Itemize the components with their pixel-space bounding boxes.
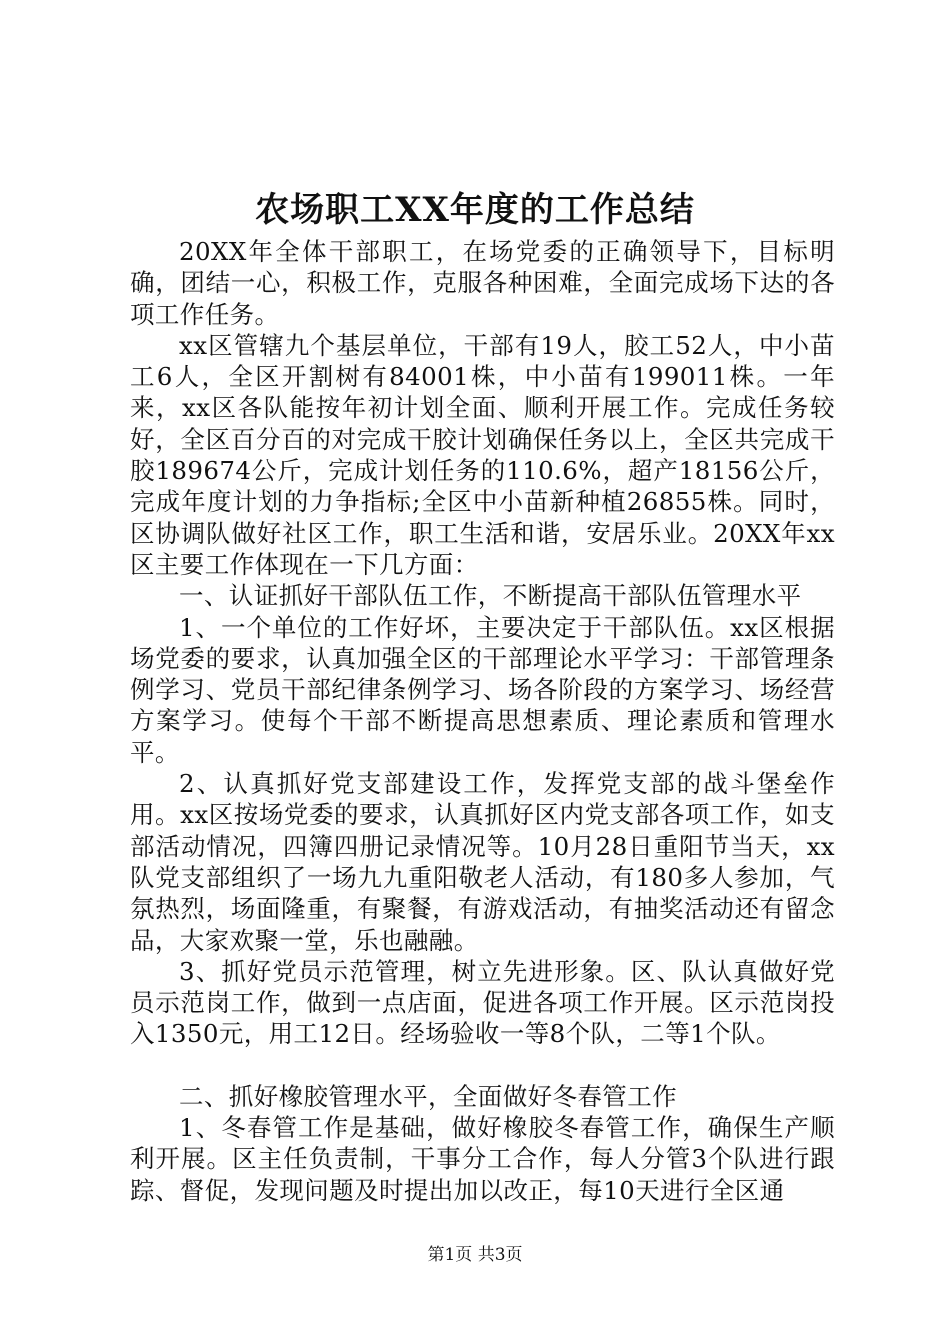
page-footer: 第1页 共3页 <box>427 1245 523 1265</box>
section-heading-1: 一、认证抓好干部队伍工作，不断提高干部队伍管理水平 <box>179 581 802 611</box>
section-heading-2: 二、抓好橡胶管理水平，全面做好冬春管工作 <box>179 1081 677 1111</box>
paragraph-item-1-1: 1、一个单位的工作好坏，主要决定于干部队伍。xx区根据场党委的要求，认真加强全区的干部理论水平学习：干部管理条例学习、党员干部纪律条例学习、场各阶段的方案学习、场经营方案学习。使每个干部不断提高思想素质、理论素质和管理水平。 <box>130 612 835 767</box>
document-body <box>130 236 835 1206</box>
paragraph-intro: 20XX年全体干部职工，在场党委的正确领导下，目标明确，团结一心，积极工作，克服各种困难，全面完成场下达的各项工作任务。 <box>130 237 835 329</box>
paragraph-item-1-3: 3、抓好党员示范管理，树立先进形象。区、队认真做好党员示范岗工作，做到一点店面，促进各项工作开展。区示范岗投入1350元，用工12日。经场验收一等8个队，二等1个队。 <box>130 956 835 1049</box>
paragraph-item-2-1: 1、冬春管工作是基础，做好橡胶冬春管工作，确保生产顺利开展。区主任负责制，干事分工合作，每人分管3个队进行跟踪、督促，发现问题及时提出加以改正，每10天进行全区通 <box>130 1113 835 1205</box>
paragraph-overview: xx区管辖九个基层单位，干部有19人，胶工52人，中小苗工6人，全区开割树有84001株，中小苗有199011株。一年来，xx区各队能按年初计划全面、顺利开展工作。完成任务较好，全区百分百的对完成干胶计划确保任务以上，全区共完成干胶189674公斤，完成计划任务的110.6%，超产18156公斤，完成年度计划的力争指标;全区中小苗新种植26855株。同时，区协调队做好社区工作，职工生活和谐，安居乐业。20XX年xx区主要工作体现在一下几方面： <box>130 330 835 579</box>
document-title: 农场职工XX年度的工作总结 <box>255 190 695 230</box>
paragraph-item-1-2: 2、认真抓好党支部建设工作，发挥党支部的战斗堡垒作用。xx区按场党委的要求，认真抓好区内党支部各项工作，如支部活动情况，四簿四册记录情况等。10月28日重阳节当天，xx队党支部组织了一场九九重阳敬老人活动，有180多人参加，气氛热烈，场面隆重，有聚餐，有游戏活动，有抽奖活动还有留念品，大家欢聚一堂，乐也融融。 <box>130 769 835 955</box>
